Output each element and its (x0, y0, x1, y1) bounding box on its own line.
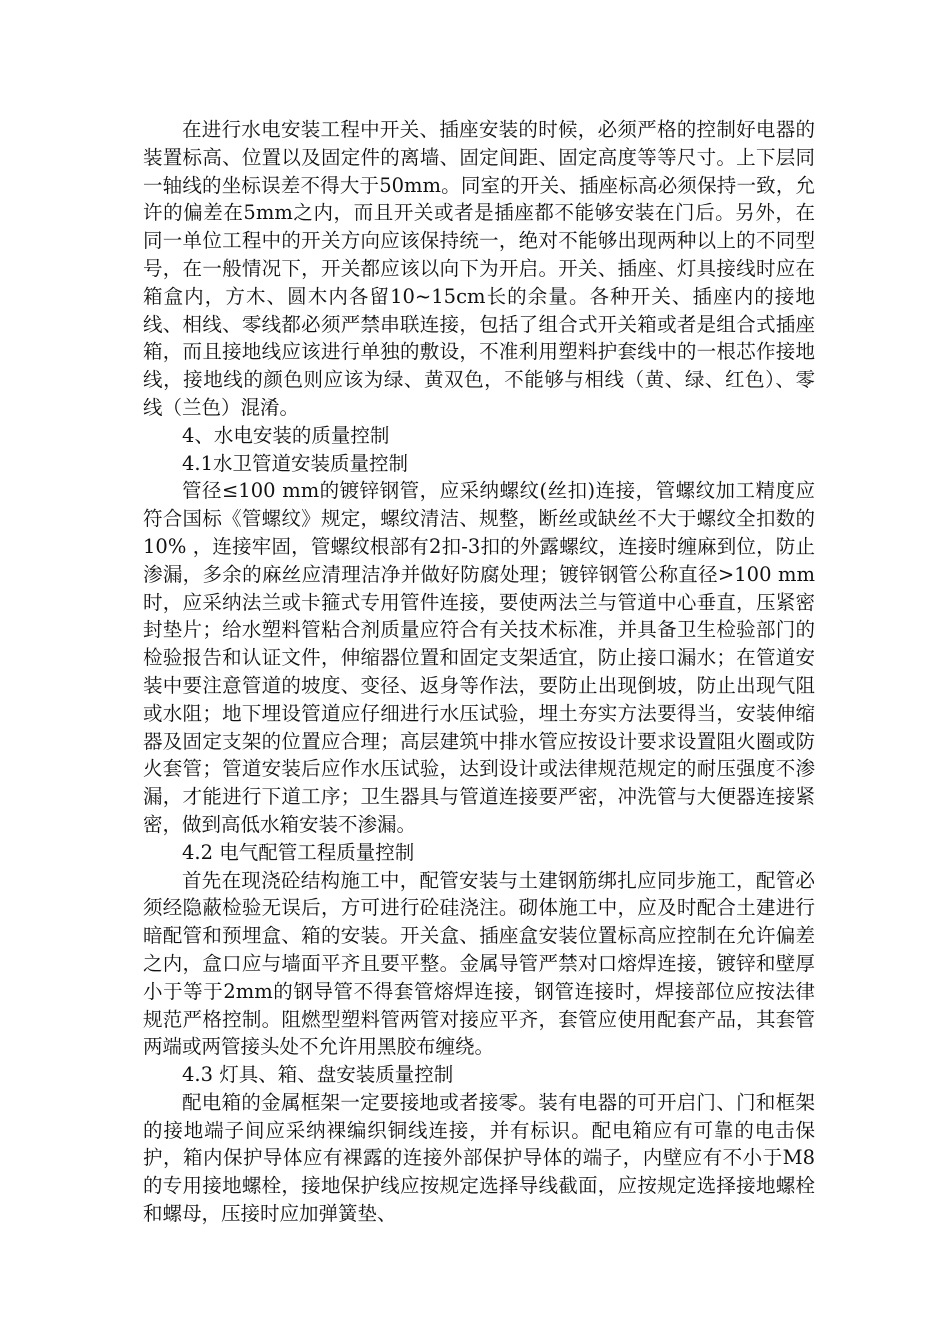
subsection-heading-fixtures-boxes: 4.3 灯具、箱、盘安装质量控制 (182, 1063, 454, 1087)
paragraph-plumbing: 管径≤100 mm的镀锌钢管，应采纳螺纹(丝扣)连接，管螺纹加工精度应符合国标《管螺纹》规定，螺纹清洁、规整，断丝或缺丝不大于螺纹全扣数的10% ，连接牢固，管螺纹根部有2扣-3扣的外露螺纹，连接时缠麻到位，防止渗漏，多余的麻丝应清理洁净并做好防腐处理；镀锌钢管公称直径>100 mm时，应采纳法兰或卡箍式专用管件连接，要使两法兰与管道中心垂直，压紧密封垫片；给水塑料管粘合剂质量应符合有关技术标准，并具备卫生检验部门的检验报告和认证文件，伸缩器位置和固定支架适宜，防止接口漏水；在管道安装中要注意管道的坡度、变径、返身等作法，要防止出现倒坡，防止出现气阻或水阻；地下埋设管道应仔细进行水压试验，埋土夯实方法要得当，安装伸缩器及固定支架的位置应合理；高层建筑中排水管应按设计要求设置阻火圈或防火套管；管道安装后应作水压试验，达到设计或法律规范规定的耐压强度不渗漏，才能进行下道工序；卫生器具与管道连接要严密，冲洗管与大便器连接紧密，做到高低水箱安装不渗漏。 (143, 479, 815, 836)
paragraph-switch-socket-installation: 在进行水电安装工程中开关、插座安装的时候，必须严格的控制好电器的装置标高、位置以及固定件的离墙、固定间距、固定高度等等尺寸。上下层同一轴线的坐标误差不得大于50mm。同室的开关、插座标高必须保持一致，允许的偏差在5mm之内，而且开关或者是插座都不能够安装在门后。另外，在同一单位工程中的开关方向应该保持统一，绝对不能够出现两种以上的不同型号，在一般情况下，开关都应该以向下为开启。开关、插座、灯具接线时应在箱盒内，方木、圆木内各留10~15cm长的余量。各种开关、插座内的接地线、相线、零线都必须严禁串联连接，包括了组合式开关箱或者是组合式插座箱，而且接地线应该进行单独的敷设，不准利用塑料护套线中的一根芯作接地线，接地线的颜色则应该为绿、黄双色，不能够与相线（黄、绿、红色）、零线（兰色）混淆。 (143, 118, 815, 419)
paragraph-fixtures-boxes: 配电箱的金属框架一定要接地或者接零。装有电器的可开启门、门和框架的接地端子间应采纳裸编织铜线连接，并有标识。配电箱应有可靠的电击保护，箱内保护导体应有裸露的连接外部保护导体的端子，内壁应有不小于M8的专用接地螺栓，接地保护线应按规定选择导线截面，应按规定选择接地螺栓和螺母，压接时应加弹簧垫、 (143, 1090, 815, 1226)
subsection-heading-electrical-conduit: 4.2 电气配管工程质量控制 (182, 840, 415, 864)
document-body (143, 116, 815, 1228)
section-heading-quality-control: 4、水电安装的质量控制 (182, 423, 390, 447)
subsection-heading-plumbing: 4.1水卫管道安装质量控制 (182, 451, 409, 475)
paragraph-electrical-conduit: 首先在现浇砼结构施工中，配管安装与土建钢筋绑扎应同步施工，配管必须经隐蔽检验无误后，方可进行砼硅浇注。砌体施工中，应及时配合土建进行暗配管和预埋盒、箱的安装。开关盒、插座盒安装位置标高应控制在允许偏差之内，盒口应与墙面平齐且要平整。金属导管严禁对口熔焊连接，镀锌和壁厚小于等于2mm的钢导管不得套管熔焊连接，钢管连接时，焊接部位应按法律规范严格控制。阻燃型塑料管两管对接应平齐，套管应使用配套产品，其套管两端或两管接头处不允许用黑胶布缠绕。 (143, 868, 815, 1059)
